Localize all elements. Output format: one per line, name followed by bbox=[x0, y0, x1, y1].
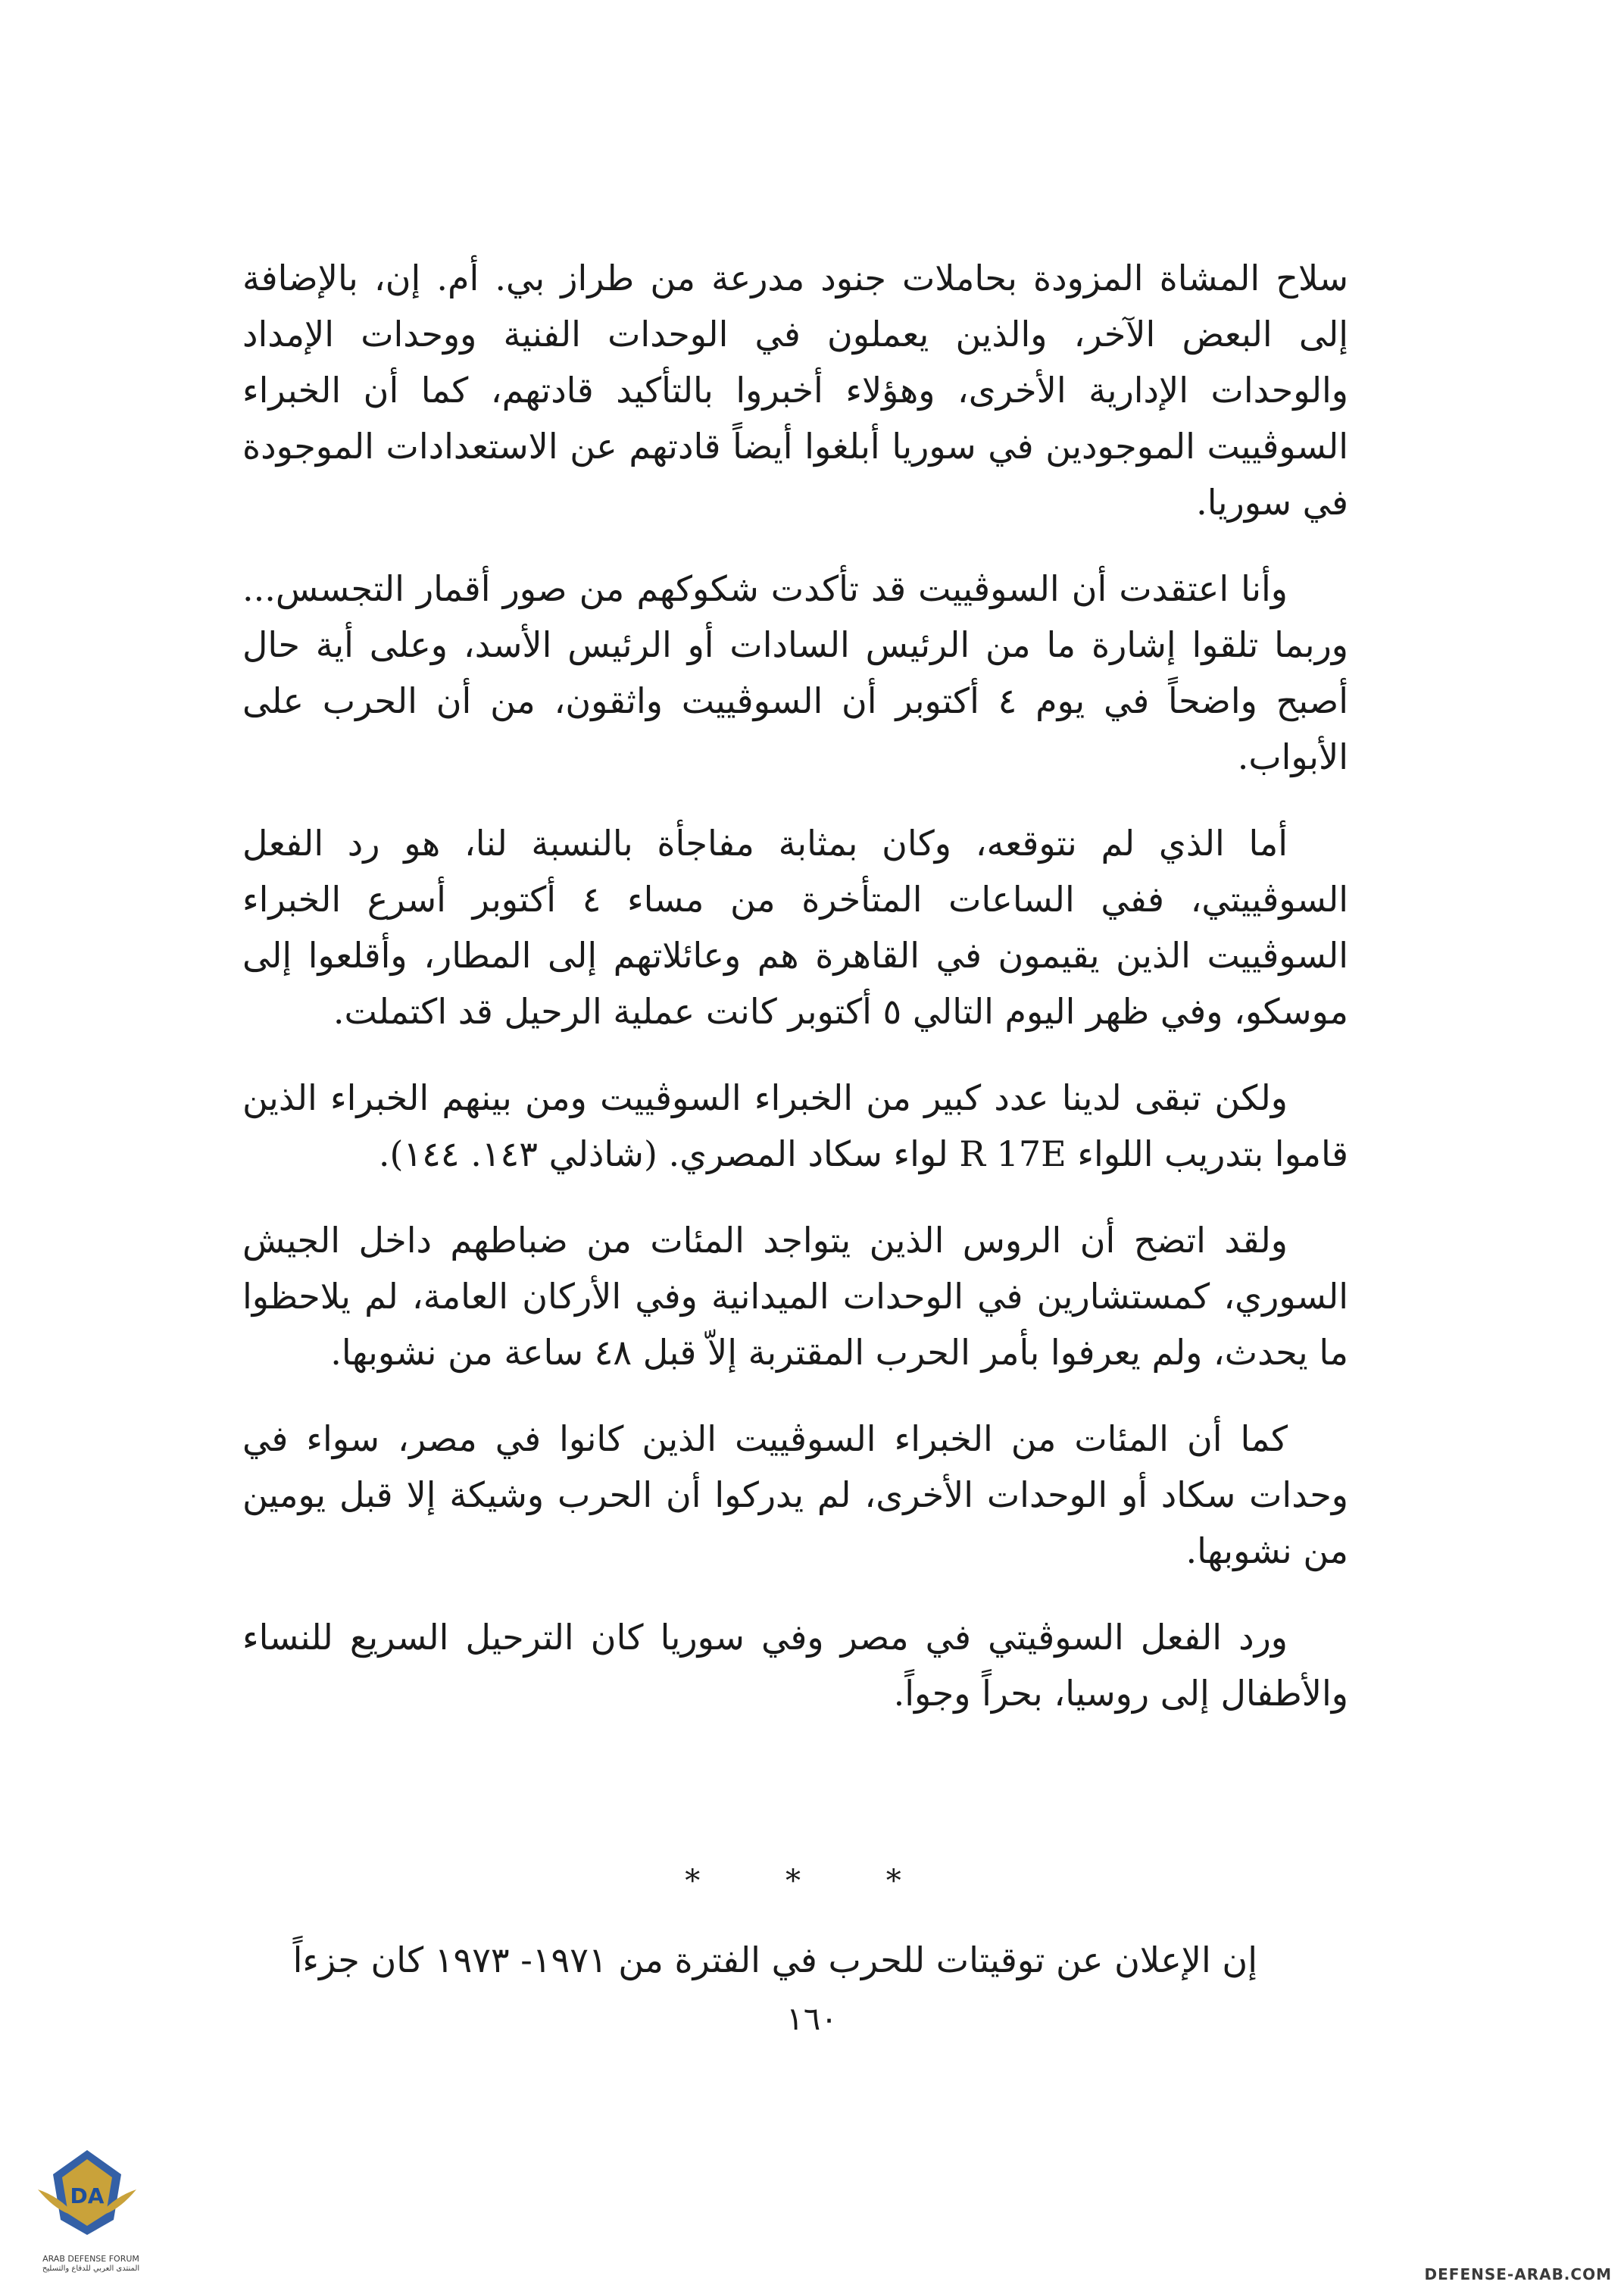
paragraph-1: سلاح المشاة المزودة بحاملات جنود مدرعة من طراز بي. أم. إن، بالإضافة إلى البعض الآخر، والذين يعملون في الوحدات الفنية ووحدات الإمداد والوحدات الإدارية الأخرى، وهؤلاء أخبروا بالتأكيد قادتهم، كما أن الخبراء السوڤييت الموجودين في سوريا أبلغوا أيضاً قادتهم عن الاستعدادات الموجودة في سوريا. bbox=[242, 258, 1348, 523]
continuation-line: إن الإعلان عن توقيتات للحرب في الفترة من ١٩٧١- ١٩٧٣ كان جزءاً bbox=[292, 1939, 1257, 1980]
paragraph-3: أما الذي لم نتوقعه، وكان بمثابة مفاجأة بالنسبة لنا، هو رد الفعل السوڤييتي، ففي الساعات المتأخرة من مساء ٤ أكتوبر أسرع الخبراء السوڤييت الذين يقيمون في القاهرة هم وعائلاتهم إلى المطار، وأقلعوا إلى موسكو، وفي ظهر اليوم التالي ٥ أكتوبر كانت عملية الرحيل قد اكتملت. bbox=[242, 823, 1348, 1032]
svg-text:DA: DA bbox=[70, 2183, 105, 2208]
section-separator: * * * bbox=[685, 1864, 939, 1899]
forum-logo-caption bbox=[23, 2254, 159, 2274]
paragraph-7: ورد الفعل السوڤيتي في مصر وفي سوريا كان الترحيل السريع للنساء والأطفال إلى روسيا، بحراً وجواً. bbox=[242, 1617, 1348, 1714]
page-number: ١٦٠ bbox=[786, 2000, 838, 2037]
paragraph-5: ولقد اتضح أن الروس الذين يتواجد المئات من ضباطهم داخل الجيش السوري، كمستشارين في الوحدات الميدانية وفي الأركان العامة، لم يلاحظوا ما يحدث، ولم يعرفوا بأمر الحرب المقتربة إلاّ قبل ٤٨ ساعة من نشوبها. bbox=[242, 1220, 1348, 1373]
site-watermark: DEFENSE-ARAB.COM bbox=[1424, 2265, 1612, 2283]
paragraph-4: ولكن تبقى لدينا عدد كبير من الخبراء السوڤييت ومن بينهم الخبراء الذين قاموا بتدريب اللواء R 17E لواء سكاد المصري. (شاذلي ١٤٣. ١٤٤). bbox=[242, 1077, 1348, 1174]
paragraph-6: كما أن المئات من الخبراء السوڤييت الذين كانوا في مصر، سواء في وحدات سكاد أو الوحدات الأخرى، لم يدركوا أن الحرب وشيكة إلا قبل يومين من نشوبها. bbox=[242, 1418, 1348, 1571]
forum-logo-icon bbox=[30, 2144, 144, 2265]
body-text bbox=[242, 250, 1348, 1752]
forum-logo-arabic: المنتدى العربي للدفاع والتسليح bbox=[42, 2264, 140, 2273]
paragraph-2: وأنا اعتقدت أن السوڤييت قد تأكدت شكوكهم من صور أقمار التجسس... وربما تلقوا إشارة ما من الرئيس السادات أو الرئيس الأسد، وعلى أية حال أصبح واضحاً في يوم ٤ أكتوبر أن السوڤييت واثقون، من أن الحرب على الأبواب. bbox=[242, 568, 1349, 777]
forum-logo-name: ARAB DEFENSE FORUM bbox=[42, 2254, 139, 2264]
